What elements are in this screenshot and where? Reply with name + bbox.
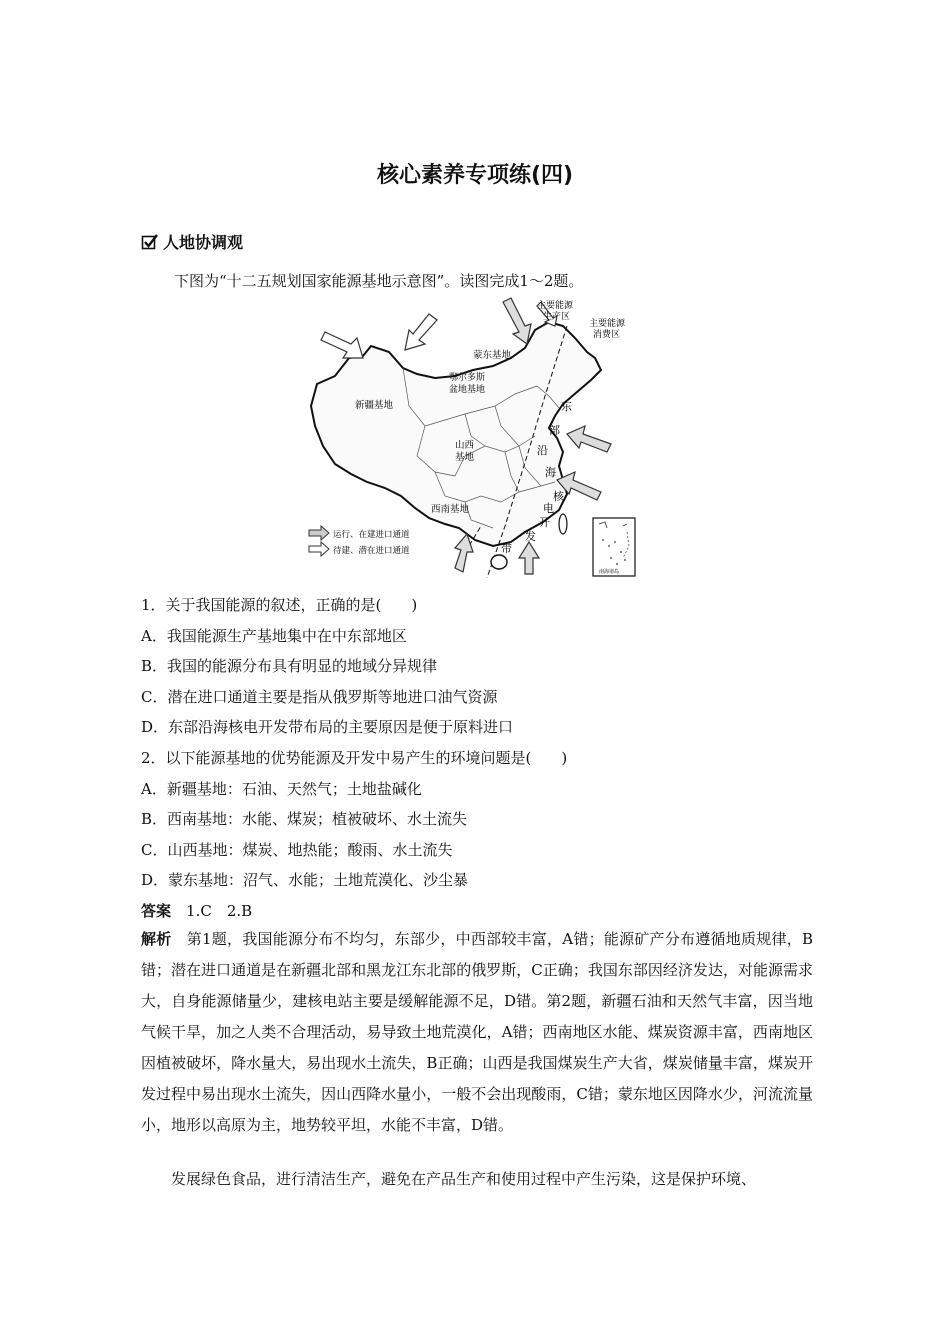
analysis-label: 解析 — [141, 930, 172, 948]
legend-planned: 待建、潜在进口通道 — [333, 546, 410, 556]
label-xinan: 西南基地 — [431, 504, 470, 515]
q1-stem: 1．关于我国能源的叙述，正确的是( ) — [141, 596, 418, 614]
section-title: 人地协调观 — [163, 233, 244, 252]
label-ordos-1: 鄂尔多斯 — [449, 373, 486, 383]
answer-line — [141, 900, 252, 921]
q2-option-b: B．西南基地：水能、煤炭；植被破坏、水土流失 — [141, 810, 468, 828]
page-title: 核心素养专项练(四) — [376, 163, 574, 188]
map-legend — [309, 526, 410, 556]
q1-option-d: D．东部沿海核电开发带布局的主要原因是便于原料进口 — [141, 718, 514, 736]
answer-label: 答案 — [141, 902, 172, 920]
import-arrow-nw — [321, 332, 363, 358]
belt-char-2: 部 — [549, 424, 560, 437]
belt-char-4: 海 — [545, 466, 556, 479]
import-arrow-east-1 — [567, 426, 611, 452]
analysis-paragraph — [141, 924, 813, 1141]
belt-char-3: 沿 — [537, 444, 548, 457]
belt-char-7: 开 — [539, 516, 550, 529]
belt-char-8: 发 — [525, 530, 536, 543]
answer-text: 1.C 2.B — [186, 902, 253, 920]
import-arrow-south-1 — [455, 534, 473, 572]
south-sea-inset — [593, 518, 635, 576]
belt-char-1: 东 — [561, 400, 572, 413]
next-paragraph: 发展绿色食品，进行清洁生产，避免在产品生产和使用过程中产生污染，这是保护环境、 — [171, 1170, 757, 1188]
legend-arrow-running — [309, 526, 329, 540]
legend-arrow-planned — [309, 542, 329, 556]
import-arrow-ne — [503, 298, 531, 344]
import-arrow-south-2 — [519, 542, 539, 574]
label-shanxi-1: 山西 — [455, 440, 475, 451]
q2-stem: 2．以下能源基地的优势能源及开发中易产生的环境问题是( ) — [141, 749, 568, 767]
q2-option-c: C．山西基地：煤炭、地热能；酸雨、水土流失 — [141, 841, 453, 859]
q1-option-a: A．我国能源生产基地集中在中东部地区 — [141, 627, 407, 645]
import-arrow-north — [405, 314, 437, 350]
section-heading — [141, 230, 243, 253]
label-consumption-1: 主要能源 — [589, 319, 626, 329]
label-ordos-2: 盆地基地 — [449, 385, 486, 395]
label-shanxi-2: 基地 — [455, 452, 475, 463]
belt-char-9: 带 — [501, 542, 512, 555]
q1-option-c: C．潜在进口通道主要是指从俄罗斯等地进口油气资源 — [141, 688, 498, 706]
label-inset: 南海诸岛 — [599, 569, 620, 575]
intro-text: 下图为“十二五规划国家能源基地示意图”。读图完成1～2题。 — [174, 272, 584, 290]
label-xinjiang: 新疆基地 — [355, 400, 394, 411]
belt-char-6: 电 — [543, 502, 554, 515]
label-mengdong: 蒙东基地 — [473, 350, 512, 361]
checkbox-checked-icon — [141, 233, 159, 251]
q2-option-a: A．新疆基地：石油、天然气；土地盐碱化 — [141, 780, 422, 798]
label-production-1: 主要能源 — [537, 301, 574, 311]
belt-char-5: 核 — [553, 490, 564, 503]
q1-option-b: B．我国的能源分布具有明显的地域分异规律 — [141, 657, 438, 675]
label-production-2: 生产区 — [543, 312, 571, 322]
label-consumption-2: 消费区 — [593, 330, 621, 340]
analysis-text: 第1题，我国能源分布不均匀，东部少，中西部较丰富，A错；能源矿产分布遵循地质规律，B错；潜在进口通道是在新疆北部和黑龙江东北部的俄罗斯，C正确；我国东部因经济发达，对能源需求大，自身能源储量少，建核电站主要是缓解能源不足，D错。第2题，新疆石油和天然气丰富，因当地气候干旱，加之人类不合理活动，易导致土地荒漠化，A错；西南地区水能、煤炭资源丰富，西南地区因植被破坏，降水量大，易出现水土流失，B正确；山西是我国煤炭生产大省，煤炭储量丰富，煤炭开发过程中易出现水土流失，因山西降水量小，一般不会出现酸雨，C错；蒙东地区因降水少，河流流量小，地形以高原为主，地势较平坦，水能不丰富，D错。 — [141, 930, 813, 1134]
q2-option-d: D．蒙东基地：沼气、水能；土地荒漠化、沙尘暴 — [141, 871, 469, 889]
energy-base-map — [305, 296, 647, 578]
legend-running: 运行、在建进口通道 — [333, 530, 410, 540]
